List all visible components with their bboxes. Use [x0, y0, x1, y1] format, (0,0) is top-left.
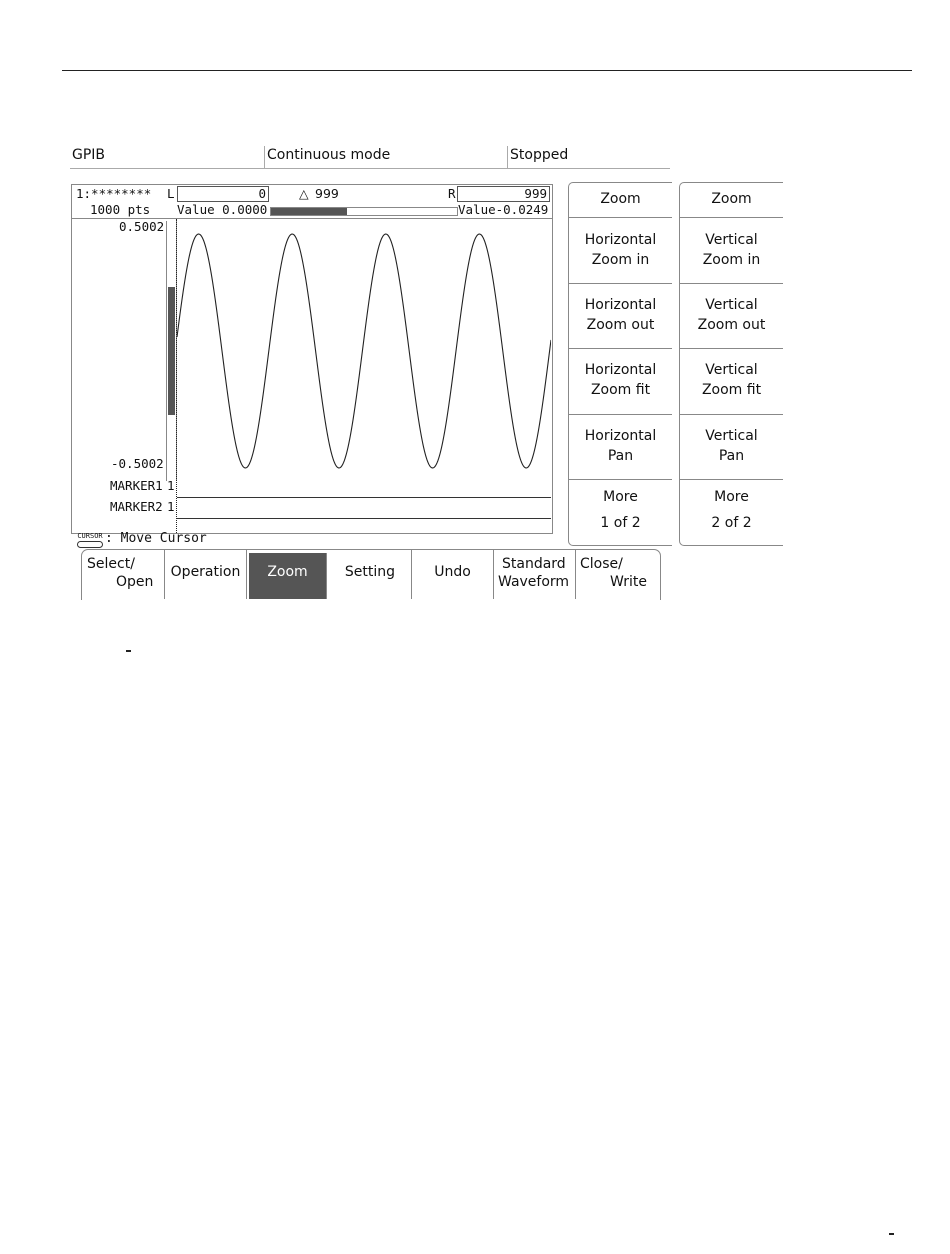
tab-standard-waveform-line2: Waveform	[498, 574, 570, 590]
tab-undo[interactable]	[412, 550, 494, 599]
status-state: Stopped	[507, 146, 673, 168]
waveform-svg	[177, 221, 551, 481]
tab-close-write-line1: Close/	[580, 556, 623, 572]
side2-title-label: Zoom	[711, 191, 752, 207]
tab-zoom-label: Zoom	[267, 564, 308, 580]
vertical-zoom-in-line1: Vertical	[705, 232, 758, 248]
tab-setting-label: Setting	[344, 564, 396, 580]
page-mark	[889, 1233, 894, 1235]
left-cursor-value: 0	[258, 186, 266, 201]
zoom-side-menu-2	[679, 182, 783, 546]
bottom-menu	[81, 549, 661, 600]
waveform-line	[177, 234, 551, 468]
more-2-label: More	[714, 489, 749, 505]
left-value-readout: Value 0.0000	[177, 202, 268, 217]
horizontal-pan-line1: Horizontal	[584, 428, 657, 444]
vertical-zoom-fit-line1: Vertical	[705, 362, 758, 378]
side1-title	[569, 183, 672, 218]
horizontal-zoom-out-button[interactable]	[569, 284, 672, 349]
more-2-of-2-button[interactable]	[680, 480, 783, 545]
horizontal-zoom-out-line2: Zoom out	[586, 317, 655, 333]
position-bar	[270, 207, 458, 216]
plot-area[interactable]	[72, 219, 552, 533]
vertical-pan-line1: Vertical	[705, 428, 758, 444]
horizontal-zoom-in-button[interactable]	[569, 218, 672, 284]
horizontal-pan-line2: Pan	[607, 448, 634, 464]
delta-value: 999	[315, 186, 339, 201]
right-cursor-value: 999	[524, 186, 547, 201]
points-label: 1000 pts	[90, 202, 151, 217]
horizontal-zoom-fit-line2: Zoom fit	[590, 382, 651, 398]
horizontal-zoom-in-line2: Zoom in	[591, 252, 650, 268]
horizontal-zoom-in-line1: Horizontal	[584, 232, 657, 248]
status-mode: Continuous mode	[264, 146, 509, 168]
vertical-zoom-in-button[interactable]	[680, 218, 783, 284]
waveform-screen	[71, 184, 553, 534]
marker1-value: 1	[167, 478, 175, 493]
tab-select-open[interactable]	[82, 550, 165, 599]
cursor-header	[72, 185, 552, 219]
page-mark	[126, 650, 131, 652]
page-top-rule	[62, 70, 912, 71]
delta-icon: △	[299, 186, 309, 201]
vertical-scroll-thumb[interactable]	[168, 287, 175, 415]
horizontal-zoom-out-line1: Horizontal	[584, 297, 657, 313]
cursor-key-icon	[75, 532, 105, 548]
vertical-zoom-fit-button[interactable]	[680, 349, 783, 415]
zoom-side-menu-1	[568, 182, 672, 546]
status-interface: GPIB	[72, 147, 106, 163]
tab-standard-waveform[interactable]	[494, 550, 576, 599]
side1-title-label: Zoom	[600, 191, 641, 207]
marker2-label: MARKER2	[110, 499, 163, 514]
y-max-label: 0.5002	[119, 219, 165, 234]
horizontal-pan-button[interactable]	[569, 415, 672, 480]
vertical-zoom-out-button[interactable]	[680, 284, 783, 349]
channel-label: 1:********	[76, 186, 152, 201]
more-1-page: 1 of 2	[600, 515, 641, 531]
side2-title	[680, 183, 783, 218]
marker2-line	[177, 518, 551, 519]
tab-undo-label: Undo	[434, 564, 471, 580]
tab-operation-label: Operation	[170, 564, 241, 580]
vertical-pan-line2: Pan	[718, 448, 745, 464]
horizontal-zoom-fit-line1: Horizontal	[584, 362, 657, 378]
vertical-zoom-out-line2: Zoom out	[697, 317, 766, 333]
vertical-zoom-fit-line2: Zoom fit	[701, 382, 762, 398]
tab-close-write-line2: Write	[610, 574, 647, 590]
marker1-label: MARKER1	[110, 478, 163, 493]
vertical-zoom-out-line1: Vertical	[705, 297, 758, 313]
tab-standard-waveform-line1: Standard	[502, 556, 566, 572]
marker2-value: 1	[167, 499, 175, 514]
right-cursor-field[interactable]	[457, 186, 550, 202]
vertical-zoom-in-line2: Zoom in	[702, 252, 761, 268]
horizontal-zoom-fit-button[interactable]	[569, 349, 672, 415]
cursor-key-label: CURSOR	[77, 532, 103, 540]
cursor-hint-text: : Move Cursor	[105, 531, 207, 546]
marker1-line	[177, 497, 551, 498]
right-cursor-label: R	[448, 186, 456, 201]
left-cursor-field[interactable]	[177, 186, 269, 202]
tab-zoom[interactable]	[249, 553, 327, 599]
position-bar-fill	[271, 208, 347, 215]
vertical-pan-button[interactable]	[680, 415, 783, 480]
right-value-readout: Value-0.0249	[458, 202, 549, 217]
more-1-of-2-button[interactable]	[569, 480, 672, 545]
more-1-label: More	[603, 489, 638, 505]
tab-setting[interactable]	[329, 550, 412, 599]
y-min-label: -0.5002	[111, 456, 164, 471]
tab-close-write[interactable]	[576, 550, 660, 599]
tab-select-open-line1: Select/	[87, 556, 135, 572]
left-cursor-label: L	[167, 186, 175, 201]
more-2-page: 2 of 2	[711, 515, 752, 531]
tab-operation[interactable]	[165, 550, 247, 599]
tab-select-open-line2: Open	[116, 574, 154, 590]
status-bar	[70, 146, 670, 169]
